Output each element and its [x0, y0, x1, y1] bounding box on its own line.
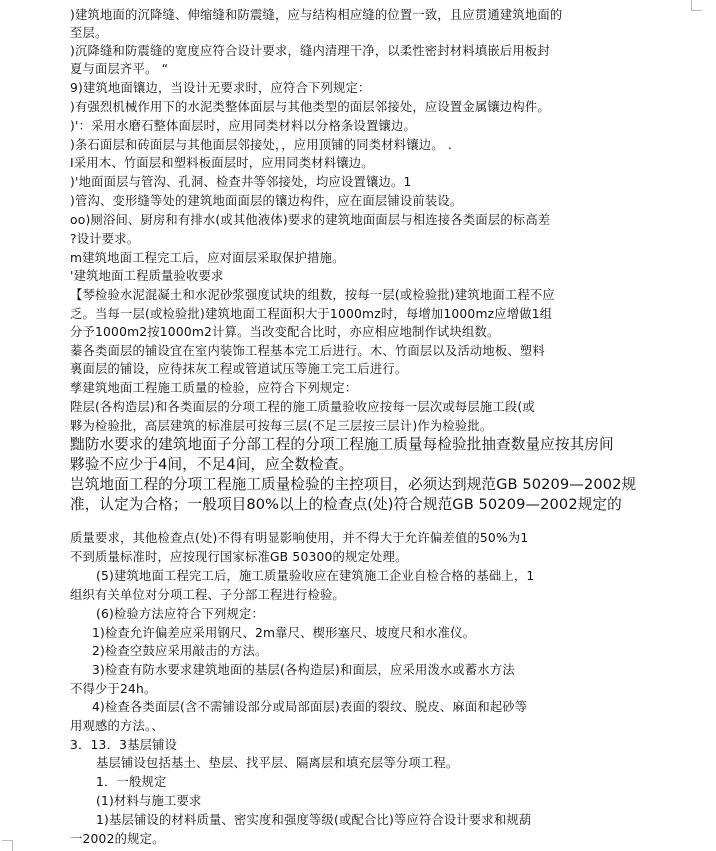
text-line: 黜防水要求的建筑地面子分部工程的分项工程施工质量每检验批抽查数量应按其房间: [70, 436, 614, 453]
text-line: oo)厕浴间、厨房和有排水(或其他液体)要求的建筑地面面层与相连接各类面层的标高差: [70, 213, 551, 227]
text-line: 陛层(各构造层)和各类面层的分项工程的施工质量验收应按每一层次或每层施工段(或: [70, 400, 535, 414]
subsection-heading: 1．一般规定: [96, 775, 167, 789]
text-line: 【琴检验水泥混凝土和水泥砂浆强度试块的组数，按每一层(或检验批)建筑地面工程不应: [70, 288, 555, 302]
text-line: 1)检查允许偏差应采用钢尺、2m靠尺、楔形塞尺、坡度尺和水准仪。: [92, 626, 476, 640]
text-line: ?设计要求。: [70, 232, 140, 246]
text-line: 分予1000m2按1000m2计算。当改变配合比时，亦应相应地制作试块组数。: [70, 325, 500, 339]
text-line: 4)检查各类面层(含不需铺设部分或局部面层)表面的裂纹、脱皮、麻面和起砂等: [92, 700, 528, 714]
text-line: 基层铺设包括基土、垫层、找平层、隔离层和填充层等分项工程。: [96, 756, 459, 770]
page-corner-mark: [691, 0, 702, 11]
text-line: )有强烈机械作用下的水泥类整体面层与其他类型的面层邻接处，应设置金属镶边构件。: [70, 100, 550, 114]
text-line: 一2002的规定。: [70, 832, 165, 846]
text-line: 蓁各类面层的铺设宜在室内装饰工程基本完工后进行。木、竹面层以及活动地板、塑料: [70, 344, 545, 358]
text-line: m建筑地面工程完工后，应对面层采取保护措施。: [70, 251, 345, 265]
text-line: 组织有关单位对分项工程、子分部工程进行检验。: [70, 588, 345, 602]
text-line: )条石面层和砖面层与其他面层邻接处，，应用顶铺的同类材料镶边。 .: [70, 138, 452, 152]
text-line: 夥验不应少于4间，不足4间，应全数检查。: [70, 456, 354, 473]
text-line: 3)检查有防水要求建筑地面的基层(各构造层)和面层，应采用泼水或蓄水方法: [92, 663, 515, 677]
text-line: )'：采用水磨石整体面层时，应用同类材料以分格条设置镶边。: [70, 119, 416, 133]
text-line: 2)检查空鼓应采用敲击的方法。: [92, 644, 268, 658]
text-line: 不到质量标准时，应按现行国家标准GB 50300的规定处理。: [70, 550, 408, 564]
text-line: 1)基层铺设的材料质量、密实度和强度等级(或配合比)等应符合设计要求和规葫: [96, 813, 532, 827]
text-line: 9)建筑地面镶边，当设计无要求时，应符合下列规定：: [70, 81, 371, 95]
subsection-heading: (1)材料与施工要求: [96, 794, 202, 808]
text-line: )建筑地面的沉降缝、伸缩缝和防震缝，应与结构相应缝的位置一致，且应贯通建筑地面的: [70, 8, 563, 22]
text-line: )沉降缝和防震缝的宽度应符合设计要求，缝内清理干净，以柔性密封材料填嵌后用板封: [70, 44, 550, 58]
text-line: )管沟、变形缝等处的建筑地面面层的镶边构件，应在面层铺设前装设。: [70, 194, 463, 208]
text-line: 夏与面层齐平。 “: [70, 62, 169, 76]
text-line: 用观感的方法。、: [70, 719, 164, 733]
text-line: 乏。当每一层(或检验批)建筑地面工程面积大于1000mz时，每增加1000mz应增做1组: [70, 307, 553, 321]
text-line: (6)检验方法应符合下列规定：: [96, 607, 264, 621]
text-line: 夥为检验批，高层建筑的标准层可按每三层(不足三层按三层计)作为检验批。: [70, 419, 493, 433]
section-heading: 3．13．3基层铺设: [70, 738, 178, 752]
text-line: 孳建筑地面工程施工质量的检验，应符合下列规定：: [70, 381, 358, 395]
text-line: 至层。: [70, 26, 108, 40]
text-line: 岂筑地面工程的分项工程施工质量检验的主控项目，必须达到规范GB 50209—2002规: [70, 476, 637, 493]
page-corner-mark: [2, 840, 13, 851]
text-line: I采用木、竹面层和塑料板面层时，应用同类材料镶边。: [70, 156, 374, 170]
text-line: 质量要求，其他检查点(处)不得有明显影响使用，并不得大于允许偏差值的50%为1: [70, 531, 529, 545]
text-line: )'地面面层与管沟、孔洞、检查井等邻接处，均应设置镶边。1: [70, 175, 412, 189]
text-line: 准，认定为合格；一般项目80%以上的检查点(处)符合规范GB 50209—2002规定的: [70, 496, 622, 513]
text-line: 裏面层的铺设，应待抹灰工程或管道试压等施工完工后进行。: [70, 362, 408, 376]
text-line: 不得少于24h。: [70, 682, 157, 696]
text-line: (5)建筑地面工程完工后，施工质量验收应在建筑施工企业自检合格的基础上，1: [96, 569, 535, 583]
section-heading: '建筑地面工程质量验收要求: [70, 269, 224, 283]
